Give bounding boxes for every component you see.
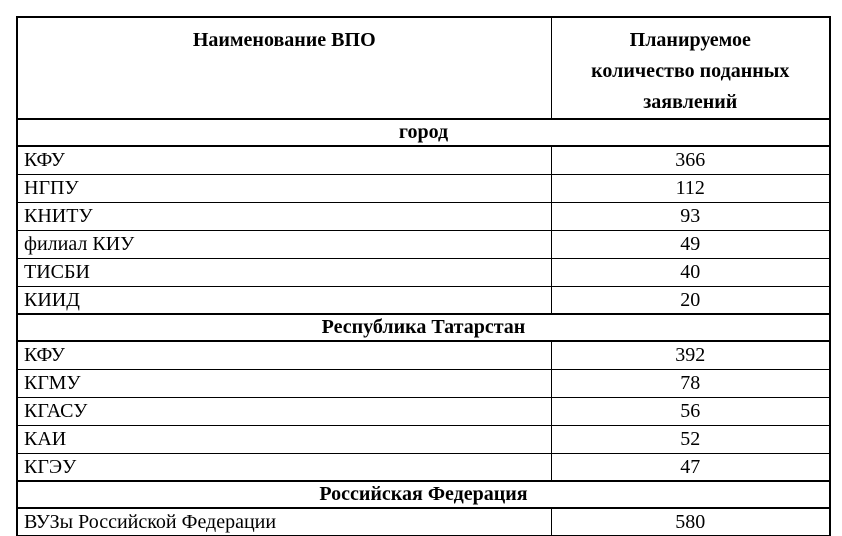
table-row xyxy=(17,425,830,453)
table-row xyxy=(17,453,830,481)
table-row xyxy=(17,230,830,258)
table-row xyxy=(17,341,830,369)
planned-applications-count: 112 xyxy=(551,174,830,202)
institution-name: КГЭУ xyxy=(17,453,551,481)
planned-applications-count: 78 xyxy=(551,369,830,397)
planned-applications-count: 56 xyxy=(551,397,830,425)
table-row xyxy=(17,202,830,230)
planned-applications-count: 47 xyxy=(551,453,830,481)
table-row xyxy=(17,258,830,286)
section-row xyxy=(17,119,830,146)
column-header-planned-applications xyxy=(551,17,830,119)
planned-applications-count: 392 xyxy=(551,341,830,369)
table-row xyxy=(17,286,830,314)
count-column-header-line: количество поданных xyxy=(591,60,790,82)
institution-name: КФУ xyxy=(17,341,551,369)
section-row xyxy=(17,314,830,341)
table-row xyxy=(17,146,830,174)
institution-name: КИИД xyxy=(17,286,551,314)
institution-name: НГПУ xyxy=(17,174,551,202)
section-title: город xyxy=(17,119,830,146)
table-row xyxy=(17,369,830,397)
planned-applications-count: 366 xyxy=(551,146,830,174)
section-row xyxy=(17,481,830,508)
institution-name: КНИТУ xyxy=(17,202,551,230)
table-row xyxy=(17,174,830,202)
planned-applications-count: 580 xyxy=(551,508,830,536)
planned-applications-count: 49 xyxy=(551,230,830,258)
institution-name: ТИСБИ xyxy=(17,258,551,286)
institution-name: ВУЗы Российской Федерации xyxy=(17,508,551,536)
table-row xyxy=(17,397,830,425)
count-column-header-line: заявлений xyxy=(643,91,738,113)
table-row xyxy=(17,508,830,536)
planned-applications-count: 20 xyxy=(551,286,830,314)
section-title: Республика Татарстан xyxy=(17,314,830,341)
planned-applications-count: 40 xyxy=(551,258,830,286)
planned-applications-count: 52 xyxy=(551,425,830,453)
planned-applications-count: 93 xyxy=(551,202,830,230)
institution-name: КГАСУ xyxy=(17,397,551,425)
institution-name: КГМУ xyxy=(17,369,551,397)
section-title: Российская Федерация xyxy=(17,481,830,508)
count-column-header-line: Планируемое xyxy=(629,29,751,51)
institution-name: КАИ xyxy=(17,425,551,453)
institution-name: КФУ xyxy=(17,146,551,174)
column-header-institution-name: Наименование ВПО xyxy=(17,17,551,119)
table-header-row xyxy=(17,17,830,119)
vpo-applications-table xyxy=(16,16,831,536)
institution-name: филиал КИУ xyxy=(17,230,551,258)
